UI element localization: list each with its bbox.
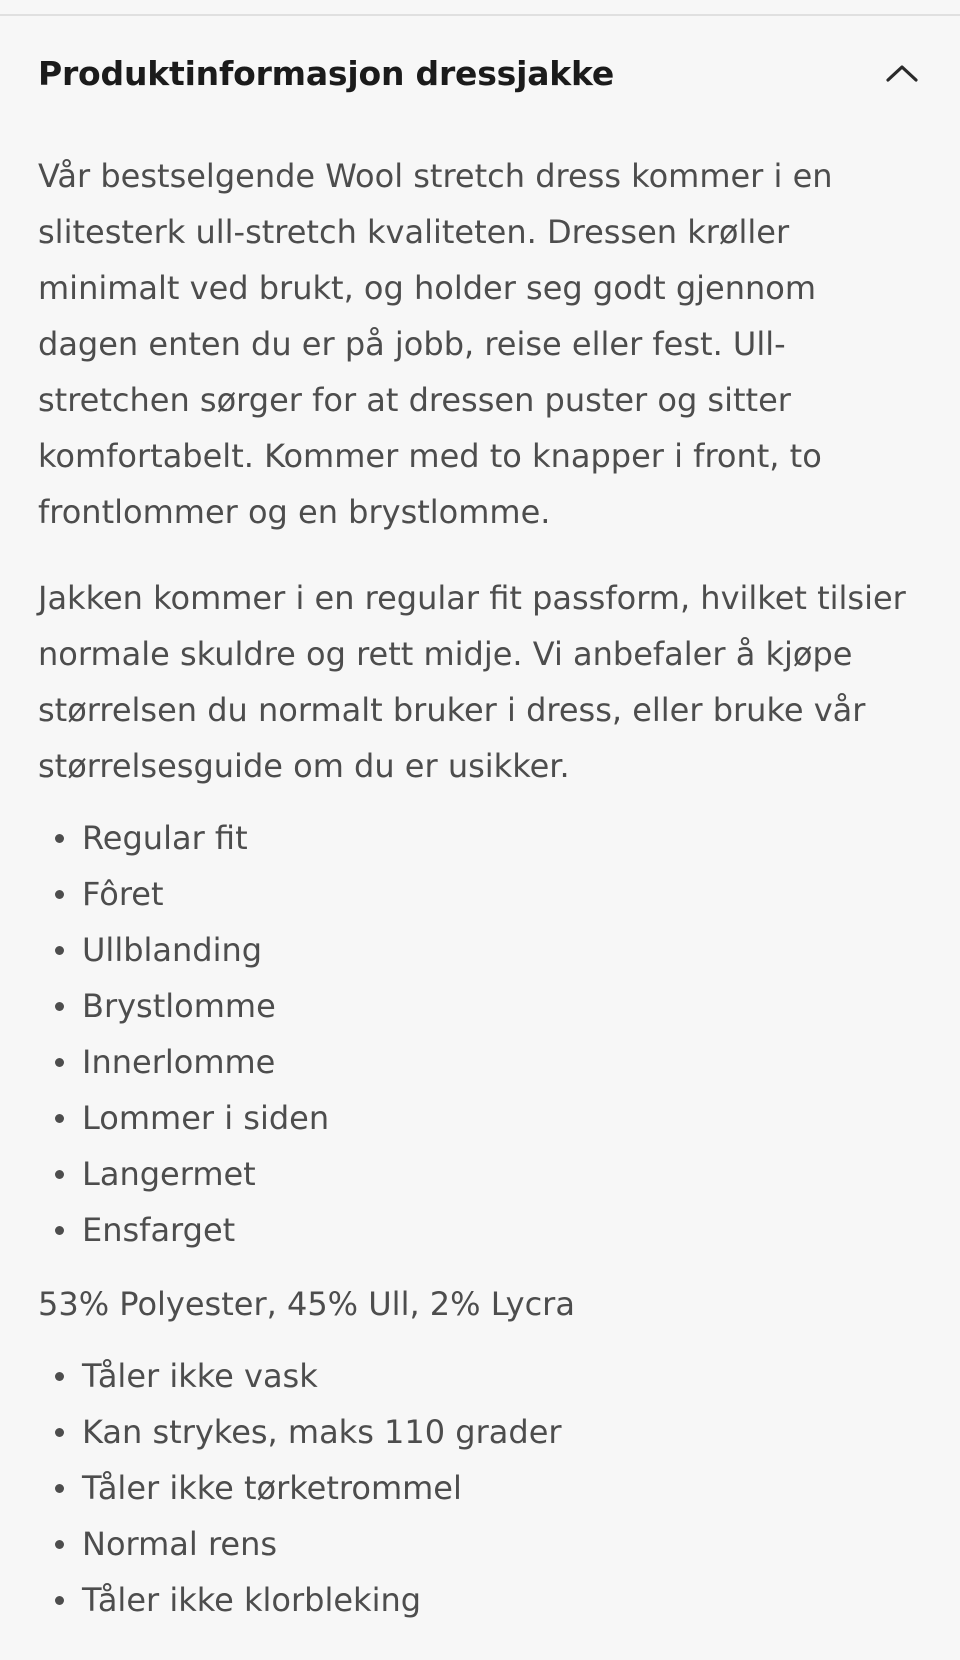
- bullet-icon: [55, 1596, 64, 1605]
- list-item: [38, 1146, 922, 1202]
- feature-label: Ensfarget: [82, 1211, 236, 1249]
- list-item: [38, 810, 922, 866]
- list-item: [38, 1348, 922, 1404]
- features-list: [38, 810, 922, 1258]
- care-label: Normal rens: [82, 1525, 278, 1563]
- feature-label: Lommer i siden: [82, 1099, 330, 1137]
- bullet-icon: [55, 1170, 64, 1179]
- list-item: [38, 922, 922, 978]
- bullet-icon: [55, 1226, 64, 1235]
- description-paragraph: Jakken kommer i en regular fit passform, hvilket tilsier normale skuldre og rett midje. Vi anbefaler å kjøpe størrelsen du normalt bruker i dress, eller bruke vår størrelsesguide om du er usikker.: [38, 579, 906, 785]
- list-item: [38, 1572, 922, 1628]
- care-label: Tåler ikke klorbleking: [82, 1581, 422, 1619]
- list-item: [38, 1202, 922, 1258]
- bullet-icon: [55, 834, 64, 843]
- list-item: [38, 1034, 922, 1090]
- bullet-icon: [55, 946, 64, 955]
- top-divider: [0, 14, 960, 16]
- bullet-icon: [55, 1484, 64, 1493]
- accordion-header-produktinformasjon[interactable]: [38, 38, 922, 108]
- list-item: [38, 1516, 922, 1572]
- feature-label: Regular fit: [82, 819, 248, 857]
- list-item: [38, 1404, 922, 1460]
- care-label: Tåler ikke tørketrommel: [82, 1469, 462, 1507]
- bullet-icon: [55, 1428, 64, 1437]
- feature-label: Brystlomme: [82, 987, 276, 1025]
- feature-label: Langermet: [82, 1155, 256, 1193]
- material-composition: 53% Polyester, 45% Ull, 2% Lycra: [38, 1285, 575, 1323]
- description-paragraph: Vår bestselgende Wool stretch dress kommer i en slitesterk ull-stretch kvaliteten. Dressen krøller minimalt ved brukt, og holder seg godt gjennom dagen enten du er på jobb, reise eller fest. Ull-stretchen sørger for at dressen puster og sitter komfortabelt. Kommer med to knapper i front, to frontlommer og en brystlomme.: [38, 157, 833, 531]
- care-label: Tåler ikke vask: [82, 1357, 318, 1395]
- feature-label: Innerlomme: [82, 1043, 276, 1081]
- bullet-icon: [55, 1114, 64, 1123]
- care-label: Kan strykes, maks 110 grader: [82, 1413, 562, 1451]
- bullet-icon: [55, 1002, 64, 1011]
- feature-label: Fôret: [82, 875, 164, 913]
- care-instructions-list: [38, 1348, 922, 1628]
- feature-label: Ullblanding: [82, 931, 263, 969]
- bullet-icon: [55, 1372, 64, 1381]
- bullet-icon: [55, 1540, 64, 1549]
- list-item: [38, 866, 922, 922]
- bullet-icon: [55, 890, 64, 899]
- list-item: [38, 978, 922, 1034]
- chevron-up-icon[interactable]: [882, 53, 922, 93]
- accordion-content: [38, 148, 922, 1628]
- bullet-icon: [55, 1058, 64, 1067]
- list-item: [38, 1090, 922, 1146]
- list-item: [38, 1460, 922, 1516]
- accordion-title: Produktinformasjon dressjakke: [38, 53, 615, 93]
